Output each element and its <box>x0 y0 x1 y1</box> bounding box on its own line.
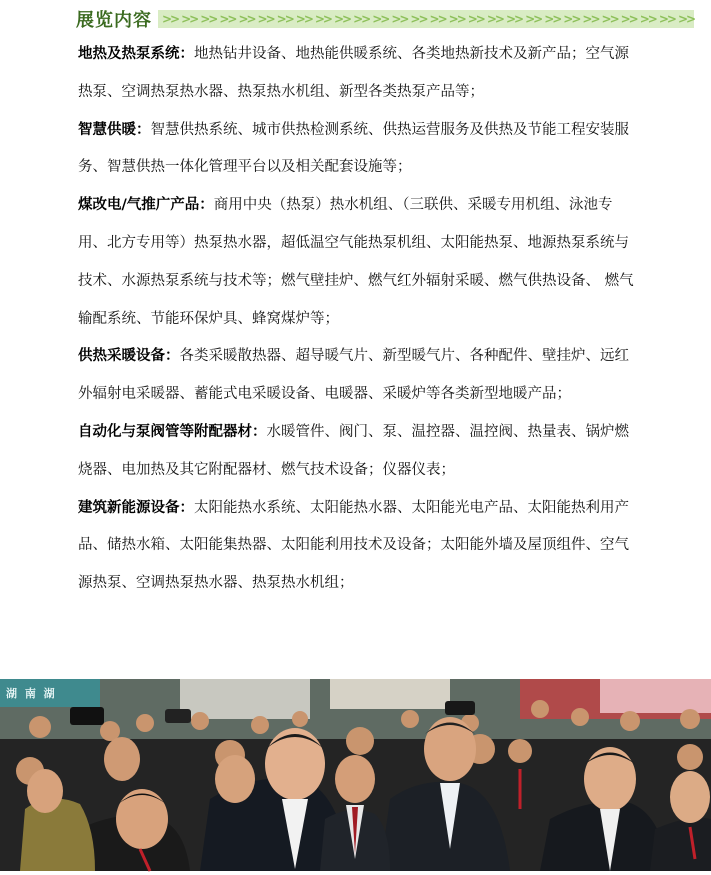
section-coal-to-electric <box>78 187 636 338</box>
section-geothermal <box>78 36 636 112</box>
chevron-icon: >> <box>162 12 179 26</box>
chevron-icon: >> <box>658 12 675 26</box>
section-title: 展览内容 <box>76 10 152 31</box>
chevron-icon: >> <box>677 12 695 26</box>
chevron-icon: >> <box>295 12 312 26</box>
section-heating-equipment <box>78 338 636 414</box>
chevron-icon: >> <box>314 12 331 26</box>
chevron-icon: >> <box>238 12 255 26</box>
section-smart-heating <box>78 112 636 188</box>
chevron-icon: >> <box>429 12 446 26</box>
section-label: 供热采暖设备： <box>78 348 180 365</box>
chevron-icon: >> <box>333 12 351 26</box>
chevron-icon: >> <box>448 12 465 26</box>
chevron-icon: >> <box>582 12 599 26</box>
section-label: 地热及热泵系统： <box>78 46 194 62</box>
section-text: 太阳能热水系统、太阳能热水器、太阳能光电产品、太阳能热利用产品、储热水箱、太阳能集热器、太阳能利用技术及设备；太阳能外墙及屋顶组件、空气源热泵、空调热泵热水器、热泵热水机组； <box>78 499 629 592</box>
venue-sign: 湖 南 湖 <box>6 687 57 700</box>
chevron-icon: >> <box>505 12 523 26</box>
section-label: 建筑新能源设备： <box>78 499 194 516</box>
chevron-icon: >> <box>467 12 484 26</box>
section-header <box>76 6 695 32</box>
chevron-icon: >> <box>410 12 427 26</box>
section-label: 自动化与泵阀管等附配器材： <box>78 423 267 440</box>
chevron-icon: >> <box>620 12 637 26</box>
section-text: 智慧供热系统、城市供热检测系统、供热运营服务及供热及节能工程安装服务、智慧供热一体化管理平台以及相关配套设施等； <box>78 121 629 176</box>
section-label: 智慧供暖： <box>78 121 151 138</box>
chevron-icon: >> <box>544 12 561 26</box>
section-text: 各类采暖散热器、超导暖气片、新型暖气片、各种配件、壁挂炉、远红外辐射电采暖器、蓄能式电采暖设备、电暖器、采暖炉等各类新型地暖产品； <box>78 348 629 403</box>
chevron-icon: >> <box>639 12 656 26</box>
chevron-icon: >> <box>563 12 580 26</box>
chevron-icon: >> <box>391 12 408 26</box>
section-text: 水暖管件、阀门、泵、温控器、温控阀、热量表、锅炉燃烧器、电加热及其它附配器材、燃气技术设备；仪器仪表； <box>78 423 629 478</box>
section-automation-valves <box>78 414 636 490</box>
chevron-icon: >> <box>372 12 389 26</box>
chevron-band <box>158 10 694 28</box>
chevron-icon: >> <box>486 12 503 26</box>
chevron-icon: >> <box>257 12 274 26</box>
chevron-icon: >> <box>601 12 618 26</box>
chevron-icon: >> <box>219 12 236 26</box>
chevron-icon: >> <box>353 12 370 26</box>
section-building-energy <box>78 490 636 603</box>
chevron-icon: >> <box>525 12 542 26</box>
exhibit-content <box>78 36 636 603</box>
chevron-icon: >> <box>181 12 198 26</box>
crowd-illustration <box>0 679 711 871</box>
section-text: 地热钻井设备、地热能供暖系统、各类地热新技术及新产品；空气源热泵、空调热泵热水器、热泵热水机组、新型各类热泵产品等； <box>78 46 629 100</box>
chevron-icon: >> <box>200 12 217 26</box>
chevron-icon: >> <box>276 12 293 26</box>
section-text: 商用中央（热泵）热水机组、（三联供、采暖专用机组、泳池专用、北方专用等）热泵热水器，超低温空气能热泵机组、太阳能热泵、地源热泵系统与技术、水源热泵系统与技术等；燃气壁挂炉、燃气红外辐射采暖、燃气供热设备、 燃气输配系统、节能环保炉具、蜂窝煤炉等； <box>78 197 634 327</box>
section-label: 煤改电/气推广产品： <box>78 197 214 214</box>
exhibition-visit-photo <box>0 679 711 871</box>
